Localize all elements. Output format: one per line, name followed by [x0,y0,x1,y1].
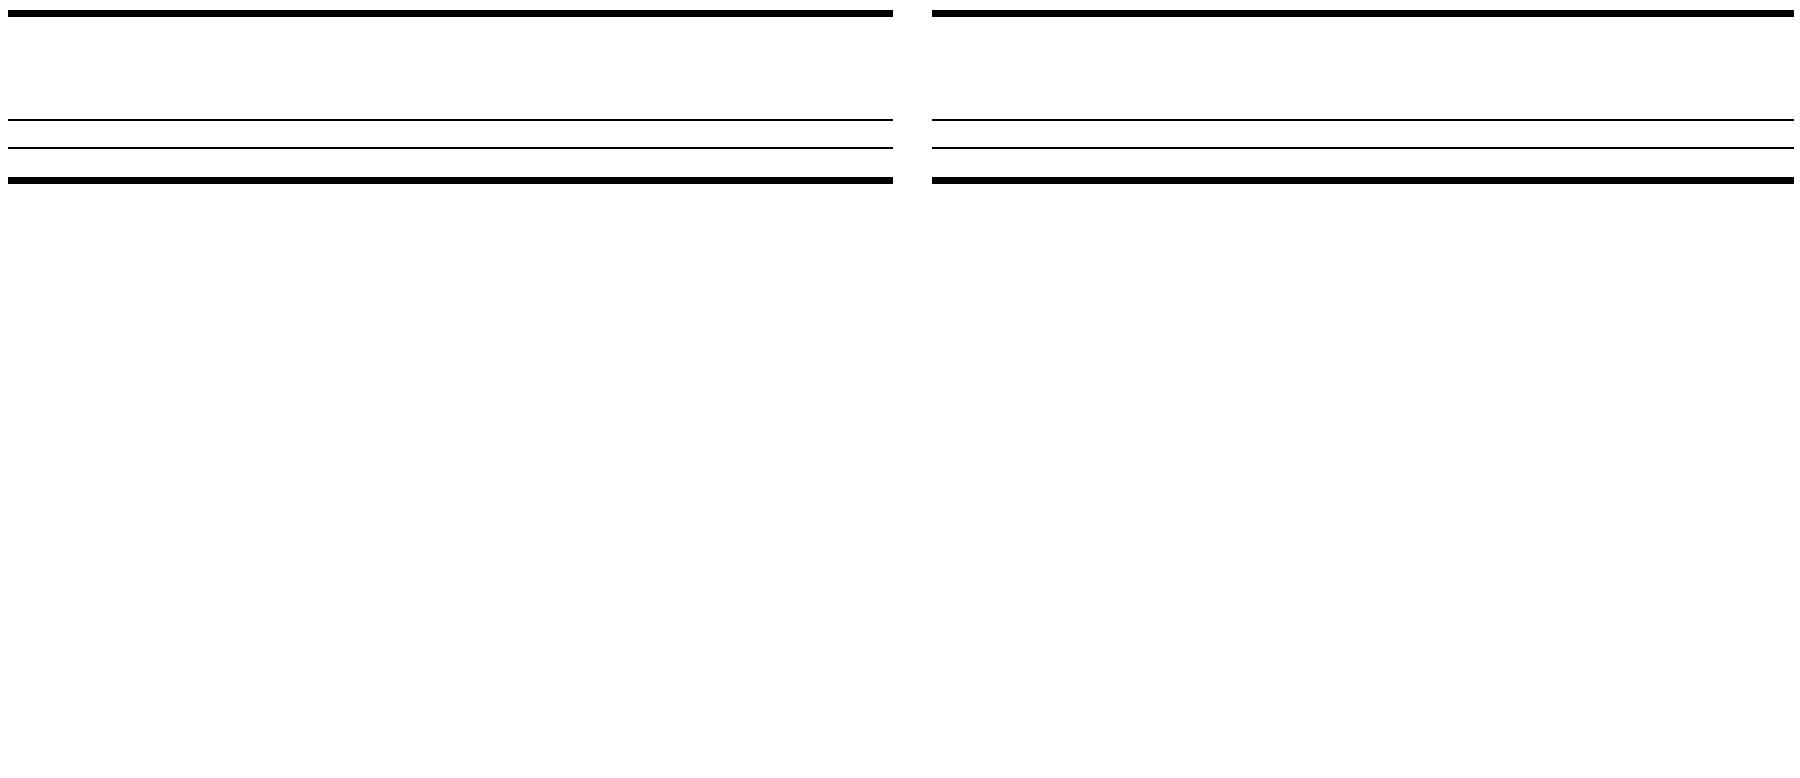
baseline-rows [932,121,1794,147]
top-rule [932,10,1794,17]
baseline-rows [8,121,893,147]
table-header [932,17,1794,119]
moh-rows [8,149,893,177]
top-rule [8,10,893,17]
base-models-table [932,10,1794,184]
bottom-rule [932,177,1794,184]
table-header [8,17,893,119]
moh-rows [932,149,1794,177]
small-models-table [8,10,893,184]
bottom-rule [8,177,893,184]
